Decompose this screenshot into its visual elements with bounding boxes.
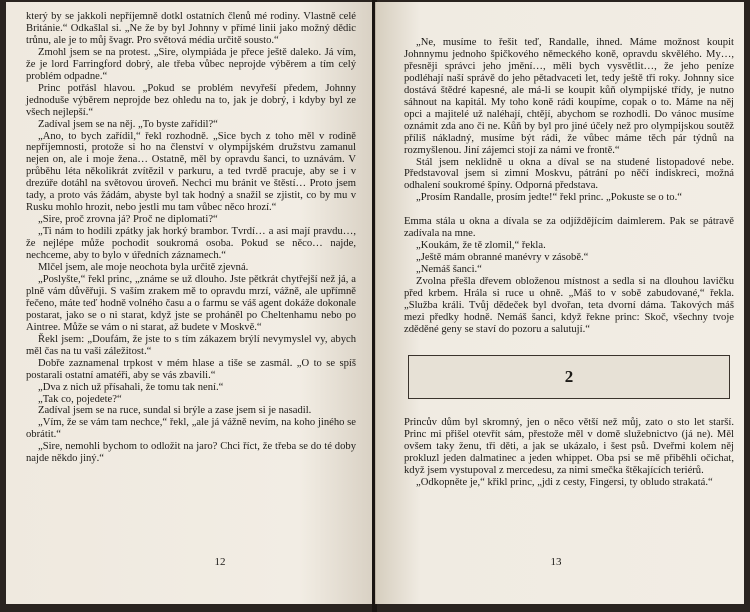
paragraph: „Odkopněte je,“ křikl princ, „jdi z cesty, Fingersi, ty obludo strakatá.“: [416, 476, 713, 488]
paragraph: Dobře zaznamenal trpkost v mém hlase a tiše se zasmál. „O to se spíš postarali ostatní amatéři, aby se vás zbavili.“: [26, 357, 356, 381]
paragraph: „Ještě mám obranné manévry v zásobě.“: [416, 252, 589, 264]
chapter-heading-box: [408, 355, 730, 399]
paragraph: Řekl jsem: „Doufám, že jste to s tím zákazem brýlí nevymyslel vy, abych měl čas na tu vaši záležitost.“: [26, 333, 356, 357]
section-break: [404, 204, 734, 216]
paragraph: Zadíval jsem se na něj. „To byste zařídil?“: [38, 118, 218, 130]
paragraph: „Poslyšte,“ řekl princ, „známe se už dlouho. Jste pětkrát chytřejší než já, a plně vám důvěřuji. S vaším zrakem mě to opravdu mrzí, vážně, ale upřímně řečeno, máte teď hodně volného času a o farmu se váš agent dokáže dokonale postarat, jako se o ni starat, když jste se proháněl po Cheltenhamu nebo po Aintree. Může se vám o ni starat, až budete v Moskvě.“: [26, 273, 356, 333]
paragraph: „Dva z nich už přísahali, že tomu tak není.“: [38, 381, 224, 393]
paragraph: Zvolna přešla dřevem obloženou místnost a sedla si na dlouhou lavičku před krbem. Hrála si ruce u ohně. „Máš to v sobě zabudované,“ řekla. „Služba králi. Tvůj dědeček byl dvořan, teta dvorní dáma. Takových máš mezi předky hodně. Nemáš šanci, když řekne princ: Skoč, všechny tvoje zděděné geny se staví do pozoru a salutují.“: [404, 276, 734, 335]
left-page: [6, 2, 374, 604]
chapter-number: 2: [564, 366, 574, 386]
right-section-after-break: [404, 216, 734, 336]
paragraph: „Sire, proč zrovna já? Proč ne diplomati?“: [38, 214, 218, 226]
paragraph: „Vím, že se vám tam nechce,“ řekl, „ale já vážně nevím, na koho jiného se obrátit.“: [26, 417, 356, 441]
left-page-number: 12: [214, 556, 226, 568]
paragraph: Emma stála u okna a dívala se za odjíždějícím daimlerem. Pak se pátravě zadívala na mne.: [404, 216, 734, 240]
paragraph: „Tak co, pojedete?“: [38, 393, 122, 405]
right-page-text: [404, 37, 734, 489]
paragraph: Zadíval jsem se na ruce, sundal si brýle a zase jsem si je nasadil.: [38, 405, 312, 417]
chapter-body: [404, 417, 734, 489]
paragraph: „Ti nám to hodili zpátky jak horký brambor. Tvrdí… a asi mají pravdu…, že nejlépe může pochodit soukromá osoba. Pokud se něco… najde, nechceme, aby to bylo v úředních záznamech.“: [26, 226, 356, 262]
paragraph: „Ne, musíme to řešit teď, Randalle, ihned. Máme možnost koupit Johnnymu jednoho špičkového německého koně, opravdu skvělého. My…, přesněji správci jeho jmění…, měli bych vysvětlit…, že jeho peníze podléhají naší správě do jeho pětadvaceti let, tedy ještě tři roky. Johnny sice dostává štědré kapesné, ale má-li se koupit kůň olympijské třídy, je nutno sáhnout na kapitál. My toho koně rádi koupíme, copak o to. Máme na něj opci a majitelé už naléhají, chtějí, abychom se rozhodli. Do vánoc musíme oznámit zda ano či ne. Kůň by byl pro jiné účely než pro olympijskou soutěž příliš nákladný, musíme být rádi, že vůbec máme těch pár týdnů na rozmyšlenou. Jiní zájemci stojí za námi ve frontě.“: [404, 37, 734, 156]
paragraph: Princ potřásl hlavou. „Pokud se problém nevyřeší předem, Johnny jednoduše výběrem neprojde bez ohledu na to, jak je dobrý, i kdyby byl ze všech nejlepší.“: [26, 82, 356, 118]
paragraph: „Nemáš šanci.“: [416, 264, 482, 276]
paragraph: Stál jsem neklidně u okna a díval se na studené listopadové nebe. Představoval jsem si zimní Moskvu, pátrání po něčí indiskreci, možná odhalení soukromé špíny. Odporná představa.: [404, 156, 734, 192]
paragraph: „Prosím Randalle, prosím jedte!“ řekl princ. „Pokuste se o to.“: [416, 192, 682, 204]
right-page-number: 13: [550, 556, 562, 568]
paragraph: „Sire, nemohli bychom to odložit na jaro? Chci říct, že třeba se do té doby najde někdo jiný.“: [26, 441, 356, 465]
paragraph: Zmohl jsem se na protest. „Sire, olympiáda je přece ještě daleko. Já vím, že je lord Farringford dobrý, ale třeba vůbec neprojde výběrem a tím celý problém odpadne.“: [26, 46, 356, 82]
paragraph: Princův dům byl skromný, jen o něco větší než můj, zato o sto let starší. Princ mi přišel otevřít sám, přestože měl v domě služebnictvo (já ne). Měl ovšem taky ženu, tři děti, a jak se ukázalo, i šest psů. Dveřmi kolem něj prokluzl jeden dalmatinec a jeden whippet. Oba psi se mě přiběhli očichat, když jsem vystupoval z mercedesu, za nimi smečka štěkajících teriérů.: [404, 416, 734, 476]
paragraph: který by se jakkoli nepříjemně dotkl ostatních členů mé rodiny. Vlastně celé Británie.“ Odkašlal si. „Ne že by byl Johnny v přímé linii jako možný dědic trůnu, ale je to můj švagr. Pro světová média určitě sousto.“: [26, 11, 356, 46]
right-page: [375, 2, 744, 604]
left-page-text: [26, 11, 356, 465]
paragraph: Mlčel jsem, ale moje neochota byla určitě zjevná.: [38, 262, 249, 274]
paragraph: „Ano, to bych zařídil,“ řekl rozhodně. „Sice bych z toho měl v rodině nepříjemnosti, protože si ho na členství v olympijském družstvu zamanul nejen on, ale i moje žena… Ostatně, měl by opravdu šanci, to uznávám. V průběhu léta několikrát zvítězil v parkuru, a ted tvrdě pracuje, aby se i v drezúře dotáhl na světovou úroveň. Nechci mu bránit ve štěstí… Proto jsem tady, a proto vás žádám, abyste byl tak hodný a snažil se zjistit, co by mu v Rusku mohlo hrozit, nebo jestli mu tam vůbec něco hrozí.“: [26, 130, 356, 214]
right-section-before-break: [404, 37, 734, 204]
paragraph: „Koukám, že tě zlomil,“ řekla.: [416, 240, 546, 252]
